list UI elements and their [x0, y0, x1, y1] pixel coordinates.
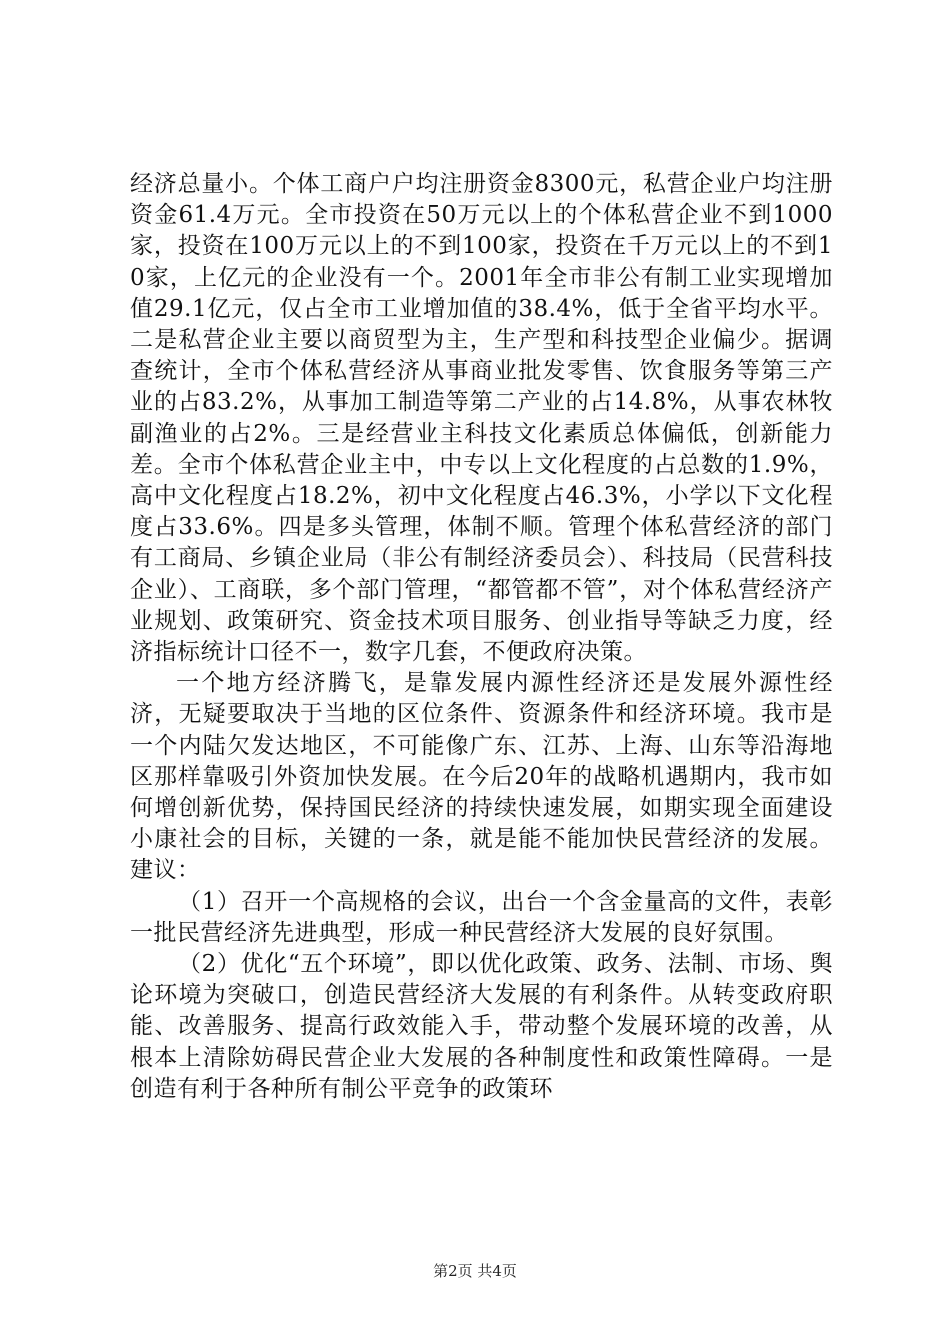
paragraph-suggestion-2: （2）优化“五个环境”，即以优化政策、政务、法制、市场、舆论环境为突破口，创造民营经济大发展的有利条件。从转变政府职能、改善服务、提高行政效能入手，带动整个发展环境的改善，从根本上清除妨碍民营企业大发展的各种制度性和政策性障碍。一是创造有利于各种所有制公平竞争的政策环	[130, 951, 833, 1102]
paragraph-development-analysis: 一个地方经济腾飞，是靠发展内源性经济还是发展外源性经济，无疑要取决于当地的区位条件、资源条件和经济环境。我市是一个内陆欠发达地区，不可能像广东、江苏、上海、山东等沿海地区那样靠吸引外资加快发展。在今后20年的战略机遇期内，我市如何增创新优势，保持国民经济的持续快速发展，如期实现全面建设小康社会的目标，关键的一条，就是能不能加快民营经济的发展。建议：	[130, 670, 833, 884]
page-footer: 第2页 共4页	[433, 1262, 517, 1280]
paragraph-economic-scale: 经济总量小。个体工商户户均注册资金8300元，私营企业户均注册资金61.4万元。全市投资在50万元以上的个体私营企业不到1000家，投资在100万元以上的不到100家，投资在千万元以上的不到10家，上亿元的企业没有一个。2001年全市非公有制工业实现增加值29.1亿元，仅占全市工业增加值的38.4%，低于全省平均水平。二是私营企业主要以商贸型为主，生产型和科技型企业偏少。据调查统计，全市个体私营经济从事商业批发零售、饮食服务等第三产业的占83.2%，从事加工制造等第二产业的占14.8%，从事农林牧副渔业的占2%。三是经营业主科技文化素质总体偏低，创新能力差。全市个体私营企业主中，中专以上文化程度的占总数的1.9%，高中文化程度占18.2%，初中文化程度占46.3%，小学以下文化程度占33.6%。四是多头管理，体制不顺。管理个体私营经济的部门有工商局、乡镇企业局（非公有制经济委员会）、科技局（民营科技企业）、工商联，多个部门管理，“都管都不管”，对个体私营经济产业规划、政策研究、资金技术项目服务、创业指导等缺乏力度，经济指标统计口径不一，数字几套，不便政府决策。	[130, 171, 833, 666]
document-body	[130, 169, 833, 1105]
paragraph-suggestion-1: （1）召开一个高规格的会议，出台一个含金量高的文件，表彰一批民营经济先进典型，形成一种民营经济大发展的良好氛围。	[130, 888, 833, 946]
